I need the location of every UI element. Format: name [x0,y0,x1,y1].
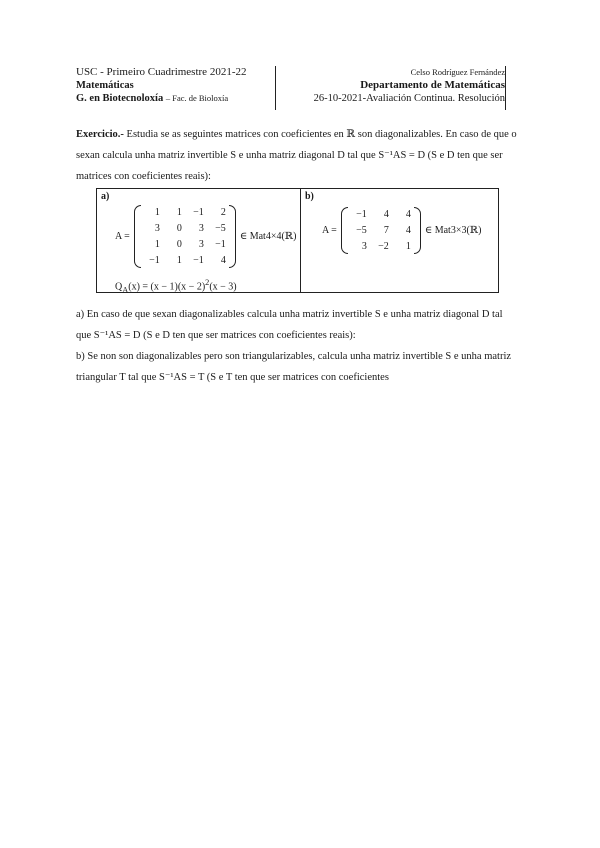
matrices-table [96,188,499,293]
exercise-text: Estudia se as seguintes matrices con coeficientes en ℝ son diagonalizables. En caso de que o sexan calcula unha matriz invertible S e unha matriz diagonal D tal que S⁻¹AS = D (S e D ten que ser matrices con coeficientes reais): [76,129,517,182]
header-divider [275,66,276,110]
char-poly-a: $Q_A(x) = (x - 1)(x - 2)^2(x - 3)$ [115,278,237,295]
exercise-statement [76,124,520,187]
matrix-entry: −5 [356,225,367,236]
department-name: Departamento de Matemáticas [360,79,505,91]
question-a: a) En caso de que sexan diagonalizables calcula unha matriz invertible S e unha matriz diagonal D tal que S⁻¹AS = D (S e D ten que ser matrices con coeficientes reais): [76,309,503,341]
right-paren [414,207,421,254]
degree-main: G. en Biotecnoloxía [76,93,164,104]
matrix-b [341,207,421,254]
matrix-entry: 3 [361,241,367,252]
matrix-entry: 3 [198,223,204,234]
right-paren [229,205,236,268]
matrix-entry: −1 [356,209,367,220]
matrix-entry: −5 [215,223,226,234]
matrix-a-space: ∈ Mat4×4(ℝ) [239,231,297,242]
matrix-entry: 1 [405,241,411,252]
header-left [76,66,272,105]
degree-line [76,92,272,105]
matrix-entry: −1 [215,239,226,250]
header-divider-right [505,66,506,110]
author-name: Celso Rodríguez Fernández [410,67,505,77]
date-title: 26-10-2021-Avaliación Continua. Resolución [313,93,505,104]
matrix-entry: −2 [378,241,389,252]
subject-title: Matemáticas [76,80,134,91]
matrix-entry: 1 [176,207,182,218]
matrix-b-grid [348,207,414,254]
matrix-entry: 1 [154,239,160,250]
matrix-entry: 2 [220,207,226,218]
matrix-b-space: ∈ Mat3×3(ℝ) [424,225,482,236]
matrix-entry: −1 [193,255,204,266]
matrix-entry: 4 [383,209,389,220]
matrix-a-grid [141,205,229,268]
left-paren [134,205,141,268]
matrix-entry: −1 [193,207,204,218]
matrix-b-block [322,207,481,254]
matrix-entry: 4 [405,209,411,220]
part-b-label: b) [305,191,314,202]
matrix-entry: 4 [405,225,411,236]
exercise-label: Exercicio.- [76,129,124,140]
part-a-label: a) [101,191,110,202]
matrix-entry: 0 [176,239,182,250]
question-b: b) Se non son diagonalizables pero son triangularizables, calcula unha matriz invertible S e unha matriz triangular T tal que S⁻¹AS = T (S e T ten que ser matrices con coeficientes [76,351,512,383]
matrix-a [134,205,236,268]
matrix-entry: 3 [154,223,160,234]
degree-sub: – Fac. de Bioloxía [165,93,229,103]
matrix-entry: 1 [176,255,182,266]
matrix-a-block [115,205,296,268]
matrix-entry: 4 [220,255,226,266]
header-right [277,66,505,105]
matrix-entry: −1 [149,255,160,266]
matrix-b-name: A = [322,225,337,236]
table-divider [300,189,301,292]
matrix-entry: 3 [198,239,204,250]
matrix-a-name: A = [115,231,130,242]
matrix-entry: 1 [154,207,160,218]
left-paren [341,207,348,254]
matrix-entry: 7 [383,225,389,236]
matrix-entry: 0 [176,223,182,234]
course-title: USC - Primeiro Cuadrimestre 2021-22 [76,66,247,78]
